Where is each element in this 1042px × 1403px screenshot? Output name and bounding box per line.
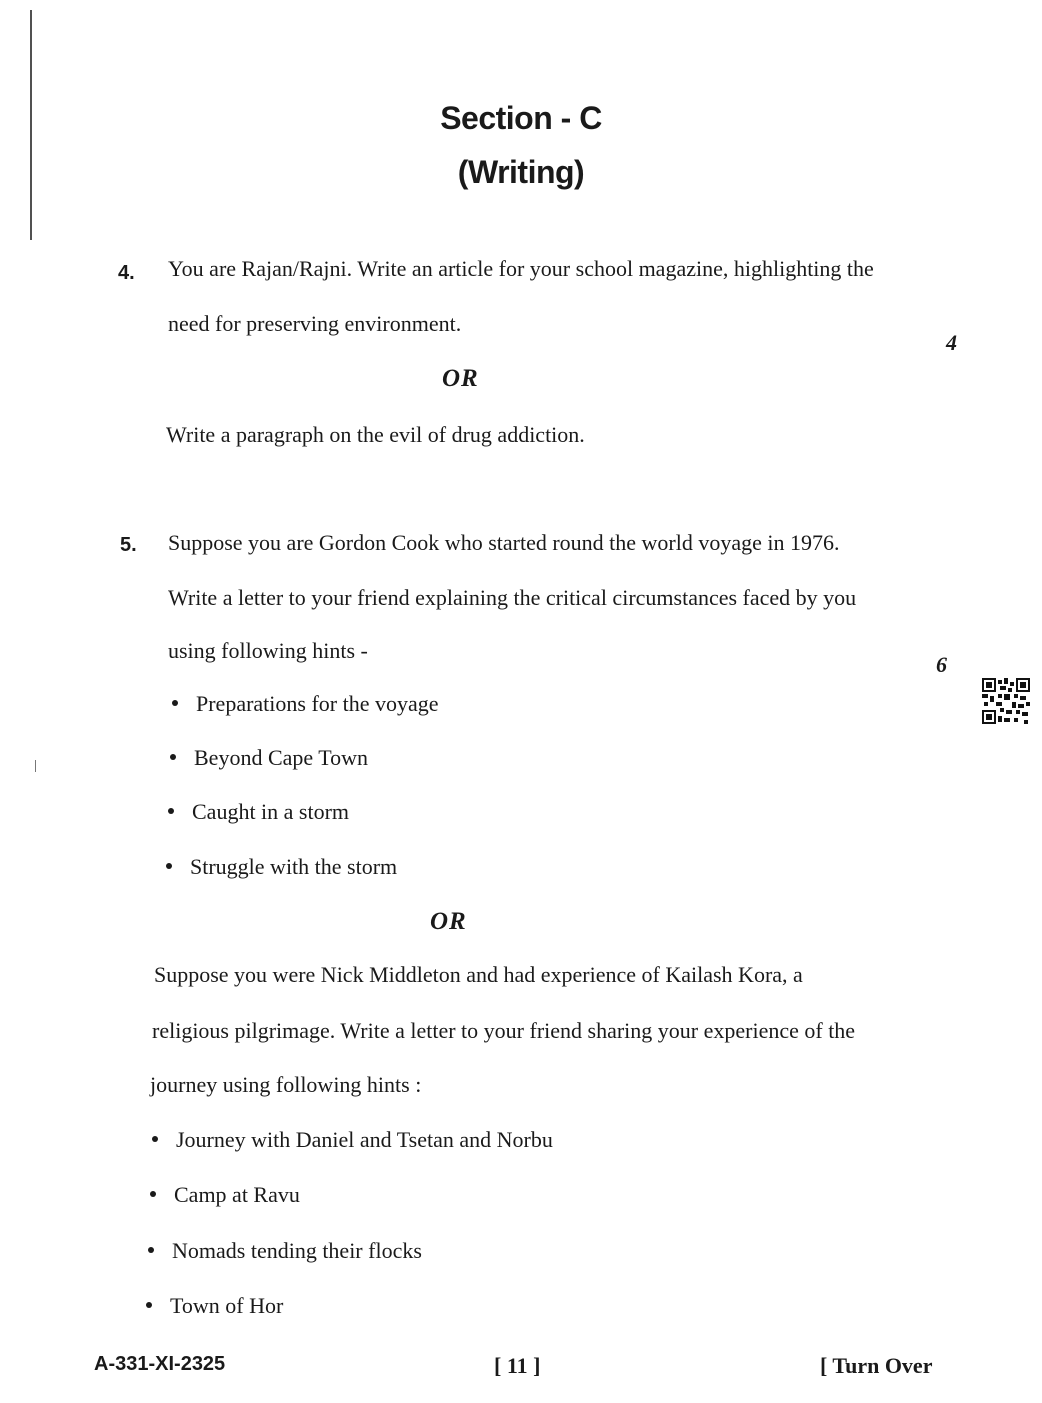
bullet-dot [148,1247,154,1253]
question-4-alternative: Write a paragraph on the evil of drug addiction. [166,422,585,447]
bullet-dot [146,1302,152,1308]
page-number: [ 11 ] [494,1353,541,1378]
bullet-dot [166,863,172,869]
hint-item [166,854,397,880]
question-4-or: OR [442,365,479,392]
question-5-marks: 6 [936,652,947,677]
alt-hint-item [150,1182,300,1208]
question-4-line-1: You are Rajan/Rajni. Write an article for your school magazine, highlighting the [168,256,874,281]
bullet-dot [152,1136,158,1142]
hint-item [168,799,349,825]
question-5-line-3: using following hints - [168,638,368,663]
qr-code-icon [982,678,1030,724]
question-4-line-2: need for preserving environment. [168,311,462,336]
alt-hint-text: Camp at Ravu [174,1182,300,1207]
hint-item [172,691,439,717]
hint-text: Struggle with the storm [190,854,398,879]
bullet-dot [172,700,178,706]
question-5-or: OR [430,908,467,935]
question-5-alt-line-2: religious pilgrimage. Write a letter to your friend sharing your experience of the [152,1018,856,1043]
question-5-line-1: Suppose you are Gordon Cook who started round the world voyage in 1976. [168,530,840,555]
alt-hint-item [146,1293,283,1319]
hint-text: Beyond Cape Town [194,745,369,770]
section-title: Section - C [440,100,602,136]
alt-hint-text: Town of Hor [170,1293,284,1318]
binding-edge-mark [35,760,36,772]
bullet-dot [170,754,176,760]
question-5-alt-line-3: journey using following hints : [150,1072,422,1097]
question-4-marks: 4 [946,330,957,355]
hint-item [170,745,368,771]
bullet-dot [150,1191,156,1197]
alt-hint-item [152,1127,553,1153]
question-5-number: 5. [120,534,137,556]
question-5-alt-line-1: Suppose you were Nick Middleton and had experience of Kailash Kora, a [154,962,803,987]
section-subtitle: (Writing) [457,154,585,190]
question-5-line-2: Write a letter to your friend explaining the critical circumstances faced by you [168,585,857,610]
question-4-number: 4. [118,262,135,284]
hint-text: Preparations for the voyage [196,691,439,716]
hint-text: Caught in a storm [192,799,350,824]
alt-hint-text: Journey with Daniel and Tsetan and Norbu [176,1127,553,1152]
turn-over-note: [ Turn Over [820,1353,933,1378]
alt-hint-item [148,1238,422,1264]
alt-hint-text: Nomads tending their flocks [172,1238,422,1263]
bullet-dot [168,808,174,814]
paper-code: A-331-XI-2325 [94,1353,226,1375]
